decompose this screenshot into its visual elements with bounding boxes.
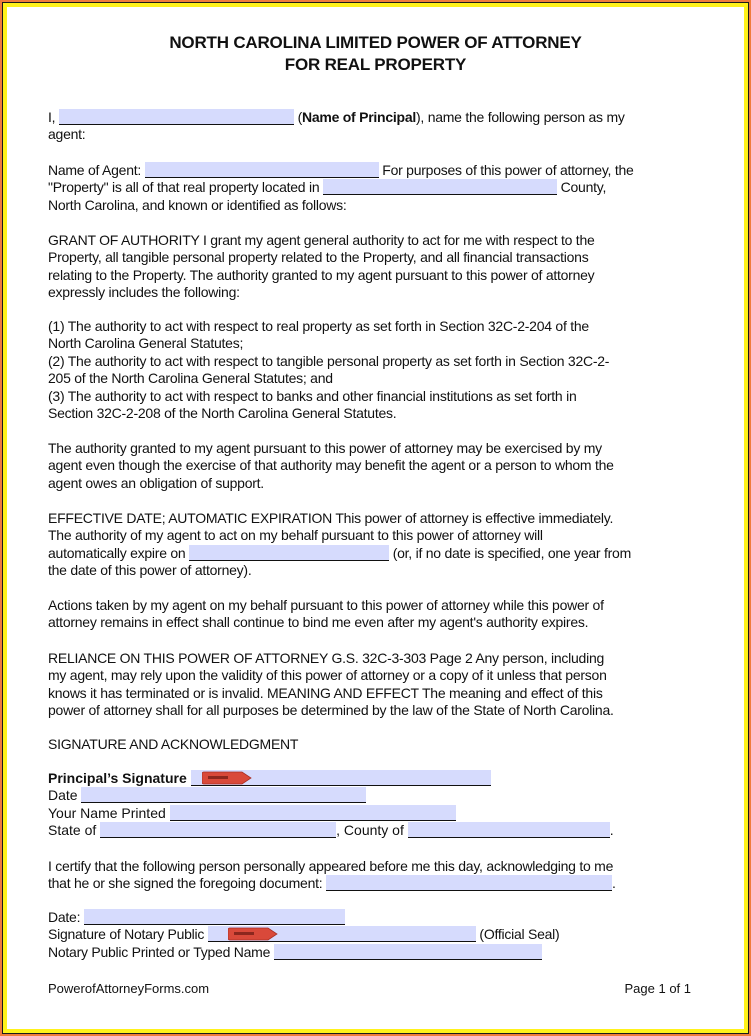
expire-suffix: (or, if no date is specified, one year from	[392, 544, 631, 561]
exercise-line: agent owes an obligation of support.	[48, 474, 264, 491]
document-title	[7, 32, 744, 76]
notary-block	[48, 909, 708, 961]
name-printed-field[interactable]	[170, 805, 456, 821]
reliance-line: power of attorney shall for all purposes be determined by the law of the State of North Carolina.	[48, 702, 614, 719]
exercise-line: The authority granted to my agent pursuant to this power of attorney may be exercised by my	[48, 440, 602, 456]
authority-item: 205 of the North Carolina General Statutes; and	[48, 370, 333, 387]
property-county-field[interactable]	[323, 179, 557, 195]
county-end: .	[609, 822, 614, 839]
grant-line: relating to the Property. The authority granted to my agent pursuant to this power of attorney	[48, 266, 595, 283]
official-seal-label: (Official Seal)	[479, 926, 560, 943]
sign-here-arrow-icon	[202, 771, 252, 785]
intro-prefix: I,	[48, 109, 56, 125]
signature-heading: SIGNATURE AND ACKNOWLEDGMENT	[48, 736, 299, 752]
authority-item: (3) The authority to act with respect to banks and other financial institutions as set forth in	[48, 387, 577, 404]
name-printed-label: Your Name Printed	[48, 804, 166, 821]
intro-paragraph	[48, 109, 708, 144]
principal-date-field[interactable]	[81, 787, 366, 803]
actions-paragraph	[48, 597, 708, 632]
authority-item: Section 32C-2-208 of the North Carolina General Statutes.	[48, 405, 397, 422]
reliance-line: my agent, may rely upon the validity of this power of attorney or a copy of it unless that person	[48, 667, 607, 684]
grant-line: Property, all tangible personal property related to the Property, and all financial transactions	[48, 249, 589, 266]
paren-open: (	[297, 109, 302, 125]
expiration-date-field[interactable]	[189, 545, 389, 561]
principal-name-field[interactable]	[59, 109, 294, 125]
county-field[interactable]	[408, 822, 610, 838]
actions-line: attorney remains in effect shall continue to bind me even after my agent's authority expires.	[48, 614, 589, 631]
name-of-principal-label: Name of Principal	[301, 109, 416, 125]
agent-line-3: North Carolina, and known or identified as follows:	[48, 196, 347, 213]
effective-line-1: EFFECTIVE DATE; AUTOMATIC EXPIRATION This power of attorney is effective immediately.	[48, 510, 614, 526]
intro-suffix: ), name the following person as my	[416, 109, 625, 125]
agent-label: Name of Agent:	[48, 162, 142, 178]
reliance-line: knows it has terminated or is invalid. MEANING AND EFFECT The meaning and effect of this	[48, 684, 603, 701]
authorities-list	[48, 318, 708, 422]
date-label: Date	[48, 787, 78, 804]
principal-signature-block	[48, 770, 708, 840]
principal-signature-label: Principal’s Signature	[48, 770, 187, 786]
notary-printed-name-field[interactable]	[274, 944, 542, 960]
agent-name-field[interactable]	[145, 162, 379, 178]
reliance-paragraph	[48, 650, 708, 720]
exercise-paragraph	[48, 440, 708, 492]
agent-paragraph	[48, 162, 708, 214]
grant-line: expressly includes the following:	[48, 284, 240, 301]
actions-line: Actions taken by my agent on my behalf pursuant to this power of attorney while this power of	[48, 597, 604, 613]
authority-item: (2) The authority to act with respect to tangible personal property as set forth in Section 32C-2-	[48, 352, 610, 369]
title-line-2: FOR REAL PROPERTY	[284, 55, 467, 74]
acknowledged-person-field[interactable]	[326, 875, 612, 891]
notary-date-label: Date:	[48, 909, 81, 925]
page-indicator: Page 1 of 1	[624, 981, 691, 996]
reliance-line: RELIANCE ON THIS POWER OF ATTORNEY G.S. 32C-3-303 Page 2 Any person, including	[48, 650, 605, 666]
document-page	[7, 7, 744, 1029]
state-label: State of	[48, 822, 97, 839]
certify-prefix: that he or she signed the foregoing document:	[48, 875, 323, 892]
authority-item: North Carolina General Statutes;	[48, 335, 244, 352]
notary-signature-label: Signature of Notary Public	[48, 926, 205, 943]
footer-website: PowerofAttorneyForms.com	[48, 981, 210, 996]
agent-text: For purposes of this power of attorney, the	[382, 162, 634, 178]
page-footer	[48, 981, 691, 996]
grant-of-authority-paragraph	[48, 232, 708, 302]
sign-here-arrow-icon	[228, 927, 278, 941]
notary-date-field[interactable]	[84, 909, 345, 925]
title-line-1: NORTH CAROLINA LIMITED POWER OF ATTORNEY	[169, 33, 582, 52]
property-suffix: County,	[560, 179, 607, 196]
certify-paragraph	[48, 858, 708, 893]
authority-item: (1) The authority to act with respect to real property as set forth in Section 32C-2-204 of the	[48, 318, 589, 334]
effective-line-4: the date of this power of attorney).	[48, 562, 252, 579]
notary-printed-name-label: Notary Public Printed or Typed Name	[48, 943, 271, 960]
expire-prefix: automatically expire on	[48, 544, 186, 561]
effective-line-2: The authority of my agent to act on my behalf pursuant to this power of attorney will	[48, 527, 543, 544]
certify-line-1: I certify that the following person personally appeared before me this day, acknowledging to me	[48, 858, 614, 874]
property-prefix: "Property" is all of that real property located in	[48, 179, 320, 196]
effective-date-paragraph	[48, 510, 708, 580]
county-label: , County of	[336, 822, 404, 839]
grant-line: GRANT OF AUTHORITY I grant my agent general authority to act for me with respect to the	[48, 232, 595, 248]
intro-line-2: agent:	[48, 126, 86, 143]
state-field[interactable]	[100, 822, 336, 838]
certify-end: .	[612, 875, 616, 892]
exercise-line: agent even though the exercise of that authority may benefit the agent or a person to whom the	[48, 457, 614, 474]
